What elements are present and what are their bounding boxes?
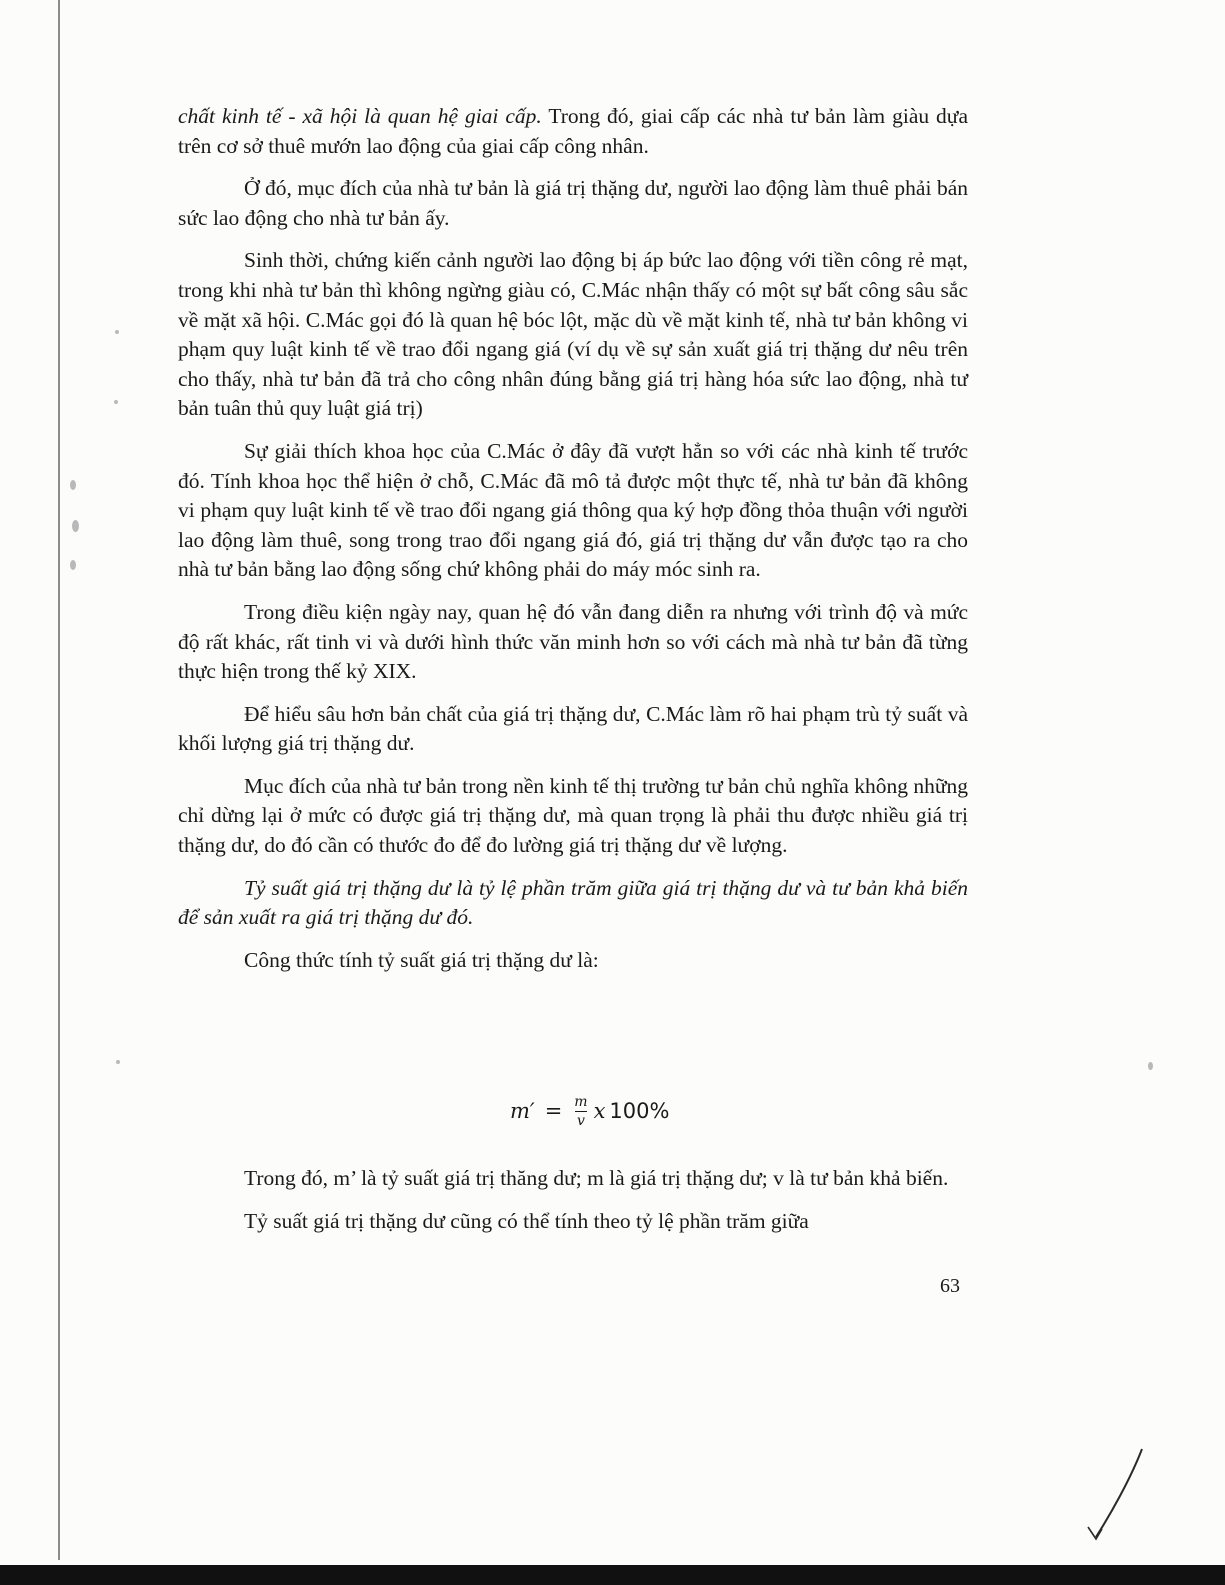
formula-equals: = xyxy=(544,1099,563,1123)
paragraph-4: Sự giải thích khoa học của C.Mác ở đây đã vượt hẳn so với các nhà kinh tế trước đó. Tính khoa học thể hiện ở chỗ, C.Mác đã mô tả được một thực tế, nhà tư bản đã không vi phạm quy luật kinh tế về trao đổi ngang giá thông qua ký hợp đồng thỏa thuận với người lao động làm thuê, song trong trao đổi ngang giá đó, giá trị thặng dư vẫn được tạo ra cho nhà tư bản bằng lao động sống chứ không phải do máy móc sinh ra. xyxy=(178,438,968,582)
definition-text: Tỷ suất giá trị thặng dư là tỷ lệ phần trăm giữa giá trị thặng dư và tư bản khả biến để sản xuất ra giá trị thặng dư đó. xyxy=(178,875,968,930)
surplus-value-rate-formula xyxy=(510,1086,669,1136)
scan-speck xyxy=(70,480,76,490)
body-text xyxy=(178,102,968,975)
scan-speck xyxy=(72,520,79,532)
paragraph-6: Để hiểu sâu hơn bản chất của giá trị thặng dư, C.Mác làm rõ hai phạm trù tỷ suất và khối lượng giá trị thặng dư. xyxy=(178,701,968,756)
pen-stroke-mark xyxy=(1080,1445,1150,1545)
paragraph-text: Trong đó, giai cấp các nhà tư bản làm giàu dựa trên cơ sở thuê mướn lao động của giai cấp công nhân. xyxy=(178,104,969,158)
formula-numerator: m xyxy=(574,1093,588,1110)
paragraph-after-formula-2: Tỷ suất giá trị thặng dư cũng có thể tính theo tỷ lệ phần trăm giữa xyxy=(244,1208,809,1233)
binding-edge xyxy=(58,0,60,1560)
scan-speck xyxy=(116,1060,120,1064)
scan-speck xyxy=(114,400,118,404)
italic-lead: chất kinh tế - xã hội là quan hệ giai cấp. xyxy=(178,104,542,128)
formula-fraction xyxy=(574,1094,587,1129)
paragraph-7: Mục đích của nhà tư bản trong nền kinh tế thị trường tư bản chủ nghĩa không những chỉ dừng lại ở mức có được giá trị thặng dư, mà quan trọng là phải thu được nhiều giá trị thặng dư, do đó cần có thước đo để đo lường giá trị thặng dư về lượng. xyxy=(178,773,968,858)
scan-speck xyxy=(115,330,119,334)
paragraph-after-formula-1: Trong đó, m’ là tỷ suất giá trị thăng dư; m là giá trị thặng dư; v là tư bản khả biến. xyxy=(244,1166,949,1190)
paragraph-1 xyxy=(178,102,968,161)
fraction-bar xyxy=(575,1111,587,1112)
paragraph-5: Trong điều kiện ngày nay, quan hệ đó vẫn đang diễn ra nhưng với trình độ và mức độ rất khác, rất tinh vi và dưới hình thức văn minh hơn so với cách mà nhà tư bản đã từng thực hiện trong thế kỷ XIX. xyxy=(178,599,968,684)
paragraph-2: Ở đó, mục đích của nhà tư bản là giá trị thặng dư, người lao động làm thuê phải bán sức lao động cho nhà tư bản ấy. xyxy=(178,176,968,230)
page-number: 63 xyxy=(940,1275,960,1297)
formula-denominator: v xyxy=(576,1112,585,1129)
body-text-continued xyxy=(178,1164,968,1249)
scan-bottom-edge xyxy=(0,1565,1225,1585)
scan-speck xyxy=(1148,1062,1153,1070)
definition-paragraph xyxy=(178,874,968,933)
formula-intro: Công thức tính tỷ suất giá trị thặng dư là: xyxy=(244,947,599,972)
scan-speck xyxy=(70,560,76,570)
formula-times: x xyxy=(593,1099,606,1123)
formula-percent: 100% xyxy=(609,1099,670,1123)
paragraph-3: Sinh thời, chứng kiến cảnh người lao động bị áp bức lao động với tiền công rẻ mạt, trong khi nhà tư bản thì không ngừng giàu có, C.Mác nhận thấy có một sự bất công sâu sắc về mặt xã hội. C.Mác gọi đó là quan hệ bóc lột, mặc dù về mặt kinh tế, nhà tư bản không vi phạm quy luật kinh tế về trao đổi ngang giá (ví dụ về sự sản xuất giá trị thặng dư nêu trên cho thấy, nhà tư bản đã trả cho công nhân đúng bằng giá trị hàng hóa sức lao động, nhà tư bản tuân thủ quy luật giá trị) xyxy=(178,248,968,421)
formula-lhs: m′ xyxy=(510,1099,535,1123)
